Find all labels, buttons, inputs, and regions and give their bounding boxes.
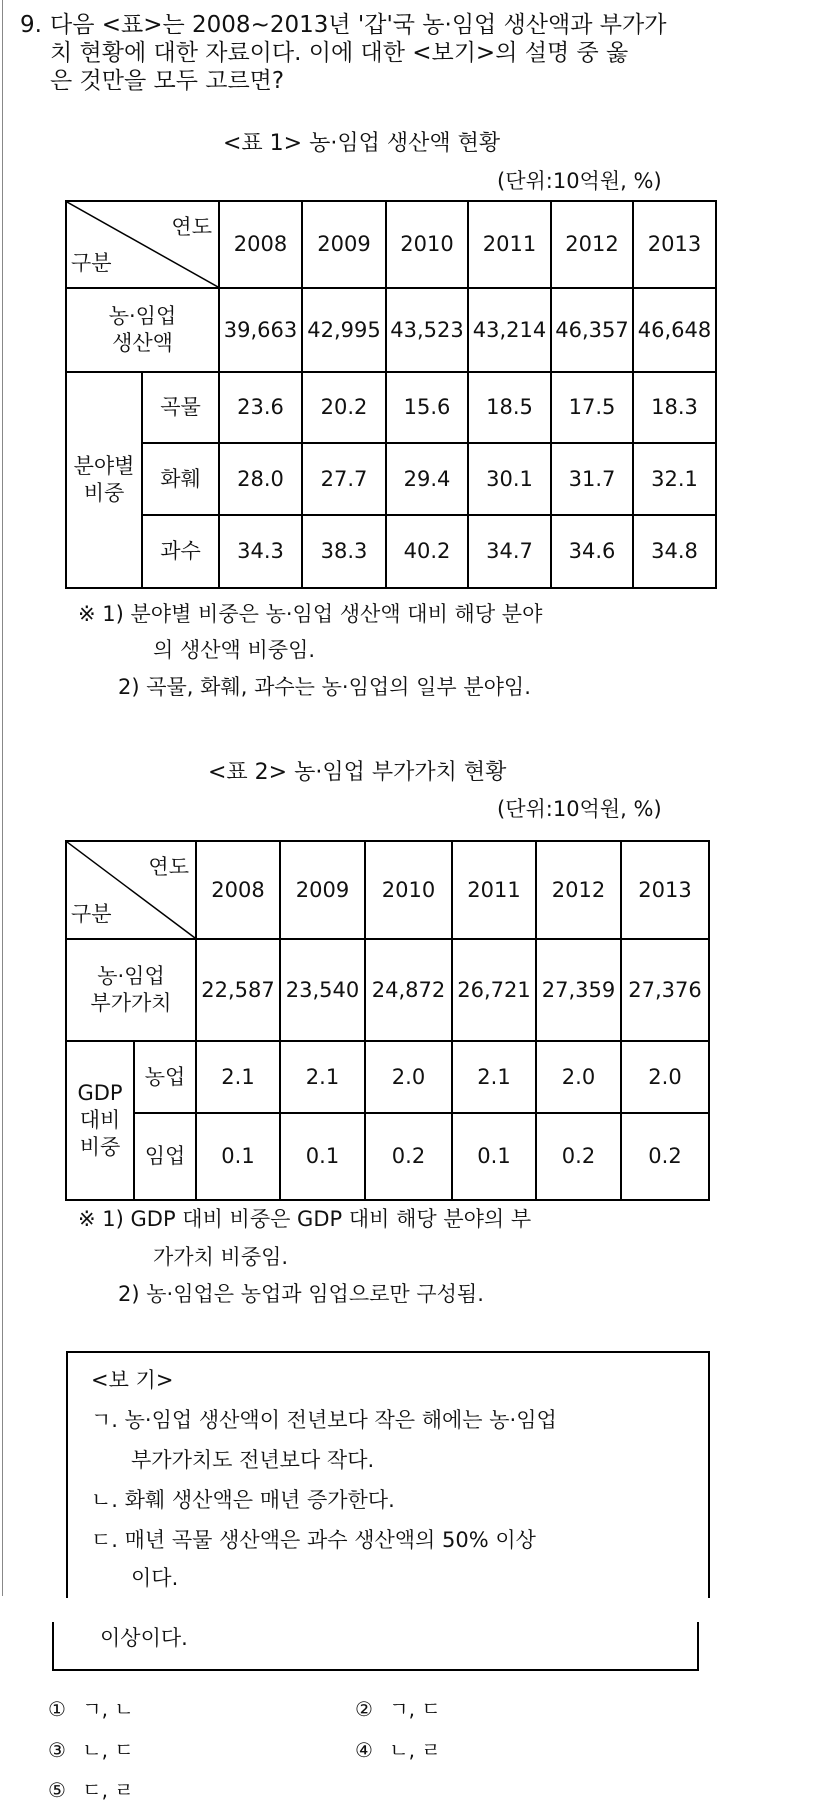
table-cell: 15.6 xyxy=(386,372,468,443)
table-cell: 30.1 xyxy=(468,443,551,515)
table-cell: 24,872 xyxy=(365,939,452,1041)
row-label: 임업 xyxy=(134,1113,196,1200)
year-header: 2008 xyxy=(219,201,302,288)
corner-year-label: 연도 xyxy=(171,215,212,239)
group-label-line: 비중 xyxy=(79,1135,121,1159)
row-label xyxy=(66,288,219,372)
group-label xyxy=(66,1041,134,1200)
bogi-title: <보 기> xyxy=(91,1368,174,1392)
group-label xyxy=(66,372,142,588)
bogi-item-c-cont: 이다. xyxy=(131,1566,179,1590)
table1 xyxy=(65,200,717,589)
year-header: 2008 xyxy=(196,841,280,939)
table-row xyxy=(66,443,716,515)
question-number: 9. xyxy=(20,12,42,38)
row-label: 농업 xyxy=(134,1041,196,1113)
choice-text: ㄱ, ㄴ xyxy=(82,1697,134,1721)
choice-text: ㄴ, ㄹ xyxy=(389,1738,441,1762)
table-cell: 46,357 xyxy=(551,288,633,372)
year-header: 2012 xyxy=(551,201,633,288)
table-row xyxy=(66,515,716,588)
table-row xyxy=(66,372,716,443)
table2-unit: (단위:10억원, %) xyxy=(497,797,662,821)
choice-text: ㄷ, ㄹ xyxy=(82,1778,134,1802)
table-cell: 18.5 xyxy=(468,372,551,443)
table-cell: 27,376 xyxy=(621,939,709,1041)
table-cell: 34.7 xyxy=(468,515,551,588)
table-row xyxy=(66,1113,709,1200)
table2 xyxy=(65,840,710,1201)
group-label-line: GDP xyxy=(77,1081,123,1105)
table2-total-row xyxy=(66,939,709,1041)
question-line-3: 은 것만을 모두 고르면? xyxy=(50,68,285,94)
table-cell: 2.0 xyxy=(621,1041,709,1113)
table-cell: 27,359 xyxy=(536,939,621,1041)
year-header: 2010 xyxy=(365,841,452,939)
table-cell: 43,214 xyxy=(468,288,551,372)
table-cell: 31.7 xyxy=(551,443,633,515)
table-cell: 39,663 xyxy=(219,288,302,372)
table-cell: 23,540 xyxy=(280,939,365,1041)
table1-unit: (단위:10억원, %) xyxy=(497,169,662,193)
table-cell: 2.0 xyxy=(536,1041,621,1113)
left-margin-line xyxy=(2,0,3,1596)
table-row xyxy=(66,1041,709,1113)
table-cell: 46,648 xyxy=(633,288,716,372)
row-label-line: 농·임업 xyxy=(108,304,177,328)
bogi-item-a-cont: 부가가치도 전년보다 작다. xyxy=(131,1448,375,1472)
table-cell: 43,523 xyxy=(386,288,468,372)
year-header: 2010 xyxy=(386,201,468,288)
choice-number: ① xyxy=(48,1697,66,1721)
row-label xyxy=(66,939,196,1041)
table1-corner-cell xyxy=(66,201,219,288)
choice-2[interactable] xyxy=(355,1693,441,1722)
bogi-continuation: 이상이다. xyxy=(100,1626,188,1650)
bogi-item-a: ㄱ. 농·임업 생산액이 전년보다 작은 해에는 농·임업 xyxy=(91,1408,557,1432)
choice-4[interactable] xyxy=(355,1734,441,1763)
table2-note-1-cont: 가가치 비중임. xyxy=(153,1245,289,1269)
table-cell: 0.2 xyxy=(365,1113,452,1200)
row-label: 화훼 xyxy=(142,443,219,515)
table2-note-1: ※ 1) GDP 대비 비중은 GDP 대비 해당 분야의 부 xyxy=(78,1207,532,1231)
table-cell: 40.2 xyxy=(386,515,468,588)
year-header: 2011 xyxy=(468,201,551,288)
table-cell: 34.3 xyxy=(219,515,302,588)
row-label: 곡물 xyxy=(142,372,219,443)
table-cell: 23.6 xyxy=(219,372,302,443)
year-header: 2013 xyxy=(633,201,716,288)
table2-corner-cell xyxy=(66,841,196,939)
bogi-item-b: ㄴ. 화훼 생산액은 매년 증가한다. xyxy=(91,1488,395,1512)
choice-number: ⑤ xyxy=(48,1778,66,1802)
group-label-line: 대비 xyxy=(79,1108,121,1132)
table-cell: 0.1 xyxy=(452,1113,536,1200)
table-cell: 42,995 xyxy=(302,288,386,372)
choice-5[interactable] xyxy=(48,1774,134,1803)
row-label-line: 농·임업 xyxy=(97,964,165,988)
group-label-line: 분야별 xyxy=(73,454,135,478)
table-cell: 0.1 xyxy=(280,1113,365,1200)
choice-number: ④ xyxy=(355,1738,373,1762)
group-label-line: 비중 xyxy=(83,481,125,505)
table1-header-row xyxy=(66,201,716,288)
choice-1[interactable] xyxy=(48,1693,134,1722)
year-header: 2013 xyxy=(621,841,709,939)
choice-number: ③ xyxy=(48,1738,66,1762)
table2-header-row xyxy=(66,841,709,939)
table-cell: 2.1 xyxy=(196,1041,280,1113)
row-label-line: 생산액 xyxy=(112,331,173,355)
year-header: 2012 xyxy=(536,841,621,939)
table2-title: <표 2> 농·임업 부가가치 현황 xyxy=(208,760,507,785)
year-header: 2009 xyxy=(302,201,386,288)
table-cell: 22,587 xyxy=(196,939,280,1041)
table-cell: 29.4 xyxy=(386,443,468,515)
table-cell: 27.7 xyxy=(302,443,386,515)
row-label: 과수 xyxy=(142,515,219,588)
question-line-1: 다음 <표>는 2008~2013년 '갑'국 농·임업 생산액과 부가가 xyxy=(50,12,667,38)
year-header: 2009 xyxy=(280,841,365,939)
corner-category-label: 구분 xyxy=(71,902,112,926)
choice-number: ② xyxy=(355,1697,373,1721)
table1-note-2: 2) 곡물, 화훼, 과수는 농·임업의 일부 분야임. xyxy=(118,675,531,699)
choice-text: ㄴ, ㄷ xyxy=(82,1738,134,1762)
table-cell: 38.3 xyxy=(302,515,386,588)
bogi-item-c: ㄷ. 매년 곡물 생산액은 과수 생산액의 50% 이상 xyxy=(91,1528,536,1552)
table1-title: <표 1> 농·임업 생산액 현황 xyxy=(223,131,501,156)
choice-text: ㄱ, ㄷ xyxy=(389,1697,441,1721)
row-label-line: 부가가치 xyxy=(90,991,172,1015)
table1-total-row xyxy=(66,288,716,372)
corner-category-label: 구분 xyxy=(71,251,112,275)
table-cell: 0.1 xyxy=(196,1113,280,1200)
table-cell: 2.1 xyxy=(280,1041,365,1113)
table-cell: 20.2 xyxy=(302,372,386,443)
table-cell: 0.2 xyxy=(536,1113,621,1200)
corner-year-label: 연도 xyxy=(148,855,189,879)
table-cell: 28.0 xyxy=(219,443,302,515)
table-cell: 18.3 xyxy=(633,372,716,443)
question-line-2: 치 현황에 대한 자료이다. 이에 대한 <보기>의 설명 중 옳 xyxy=(50,40,629,66)
table-cell: 2.1 xyxy=(452,1041,536,1113)
table1-note-1-cont: 의 생산액 비중임. xyxy=(153,638,316,662)
table-cell: 0.2 xyxy=(621,1113,709,1200)
table-cell: 2.0 xyxy=(365,1041,452,1113)
table1-note-1: ※ 1) 분야별 비중은 농·임업 생산액 대비 해당 분야 xyxy=(78,602,543,626)
table-cell: 34.8 xyxy=(633,515,716,588)
year-header: 2011 xyxy=(452,841,536,939)
table-cell: 34.6 xyxy=(551,515,633,588)
table-cell: 32.1 xyxy=(633,443,716,515)
choice-3[interactable] xyxy=(48,1734,134,1763)
table-cell: 26,721 xyxy=(452,939,536,1041)
table2-note-2: 2) 농·임업은 농업과 임업으로만 구성됨. xyxy=(118,1282,484,1306)
table-cell: 17.5 xyxy=(551,372,633,443)
